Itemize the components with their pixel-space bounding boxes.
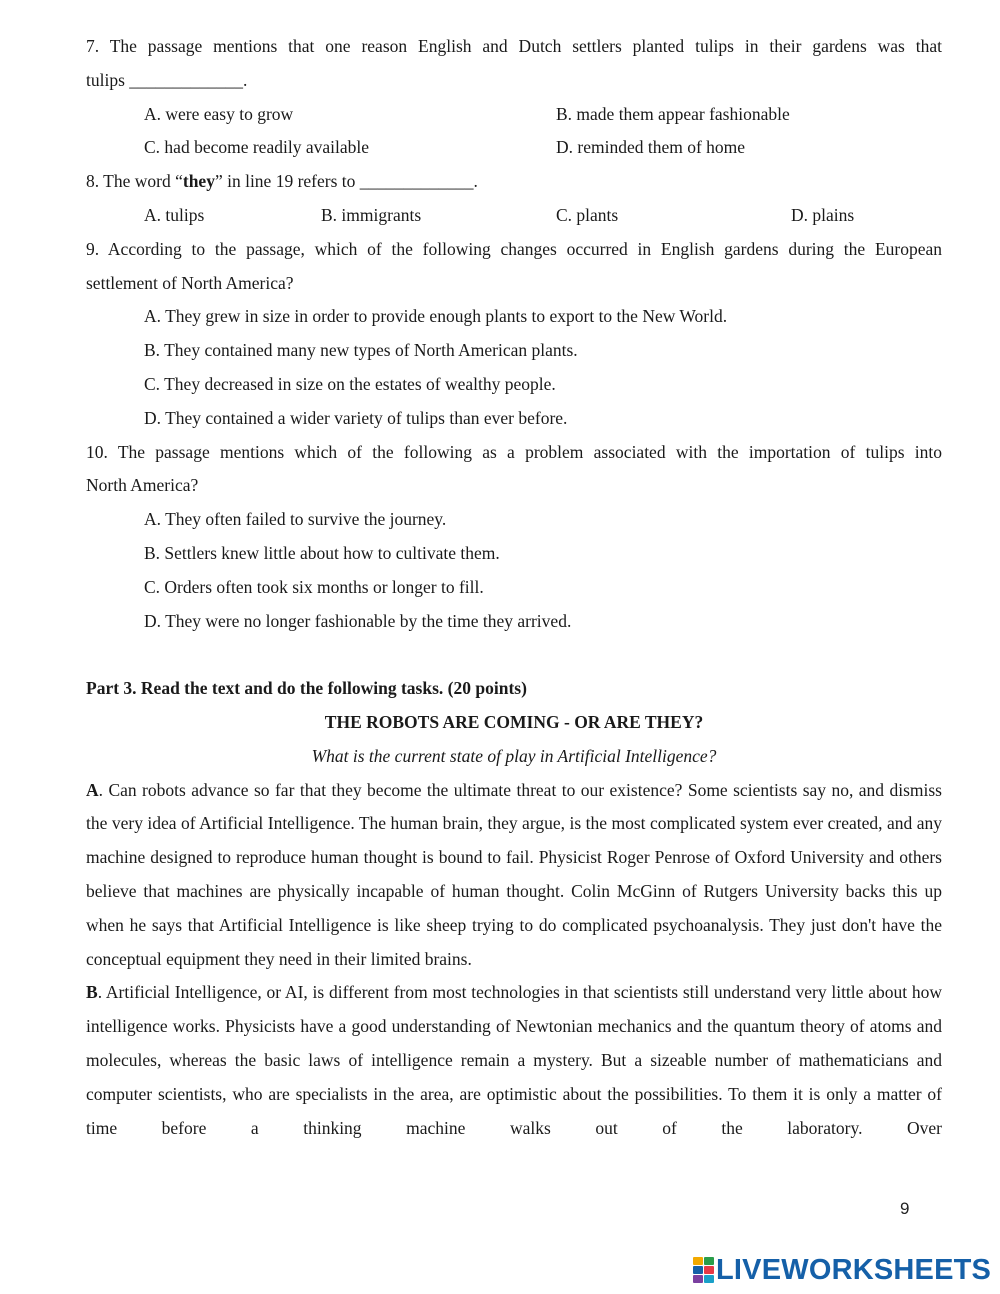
page-number: 9 [900,1199,910,1218]
paragraph-text: . Artificial Intelligence, or AI, is different from most technologies in that scientists still understand very little about how intelligence works. Physicists have a good understanding of Newtonian mechanics and the quantum theory of atoms and molecules, whereas the basic laws of intelligence remain a mystery. But a sizeable number of mathematicians and computer scientists, who are specialists in the area, are optimistic about the possibilities. To them it is only a matter of time before a thinking machine walks out of the laboratory. Over [86,982,942,1138]
question-stem [86,165,942,199]
question-stem-continued: tulips _____________. [86,69,248,90]
worksheet-page [86,30,942,1145]
option-b[interactable]: B. Settlers knew little about how to cultivate them. [144,542,500,563]
paragraph-b [86,976,942,1145]
option-a[interactable]: A. were easy to grow [144,103,294,124]
option-c[interactable]: C. had become readily available [144,137,369,158]
paragraph-label: B [86,982,98,1003]
option-c[interactable]: C. Orders often took six months or longer to fill. [144,576,484,597]
question-stem: 7. The passage mentions that one reason English and Dutch settlers planted tulips in their gardens was that [86,36,942,56]
option-b[interactable]: B. They contained many new types of North American plants. [144,340,578,361]
option-a[interactable]: A. They often failed to survive the journey. [144,509,447,530]
part-3 [86,672,942,1145]
reading-title: THE ROBOTS ARE COMING - OR ARE THEY? [324,711,704,732]
logo-grid-icon [693,1257,713,1283]
highlighted-word: they [182,171,215,192]
option-a[interactable]: A. tulips [144,204,205,225]
option-a[interactable]: A. They grew in size in order to provide enough plants to export to the New World. [144,306,728,327]
option-d[interactable]: D. They were no longer fashionable by the time they arrived. [144,610,572,631]
stem-prefix: 8. The word “ [86,171,183,192]
part-heading: Part 3. Read the text and do the following tasks. (20 points) [86,678,527,699]
question-8 [86,165,942,233]
question-stem: 9. According to the passage, which of the following changes occurred in English gardens during the European [86,238,942,259]
question-stem-continued: North America? [86,475,199,496]
reading-subtitle: What is the current state of play in Artificial Intelligence? [311,745,717,766]
option-c[interactable]: C. plants [556,204,619,225]
paragraph-label: A [86,779,99,800]
question-stem-continued: settlement of North America? [86,272,294,293]
paragraph-text: . Can robots advance so far that they become the ultimate threat to our existence? Some scientists say no, and dismiss the very idea of Artificial Intelligence. The human brain, they argue, is the most complicated system ever created, and any machine designed to reproduce human thought is bound to fail. Physicist Roger Penrose of Oxford University and others believe that machines are physically incapable of human thought. Colin McGinn of Rutgers University backs this up when he says that Artificial Intelligence is like sheep trying to do complicated psychoanalysis. They just don't have the conceptual equipment they need in their limited brains. [86,779,942,969]
option-c[interactable]: C. They decreased in size on the estates of wealthy people. [144,373,556,394]
option-b[interactable]: B. immigrants [321,204,422,225]
paragraph-a [86,774,942,977]
question-7 [86,30,942,165]
option-d[interactable]: D. reminded them of home [556,137,746,158]
option-d[interactable]: D. plains [791,204,855,225]
stem-suffix: ” in line 19 refers to _____________. [214,171,478,192]
question-10 [86,436,942,639]
brand-wordmark: LIVEWORKSHEETS [716,1253,992,1286]
liveworksheets-logo[interactable] [693,1253,991,1287]
option-b[interactable]: B. made them appear fashionable [556,103,790,124]
question-stem: 10. The passage mentions which of the following as a problem associated with the importation of tulips into [86,441,942,462]
option-d[interactable]: D. They contained a wider variety of tulips than ever before. [144,407,568,428]
question-9 [86,233,942,436]
